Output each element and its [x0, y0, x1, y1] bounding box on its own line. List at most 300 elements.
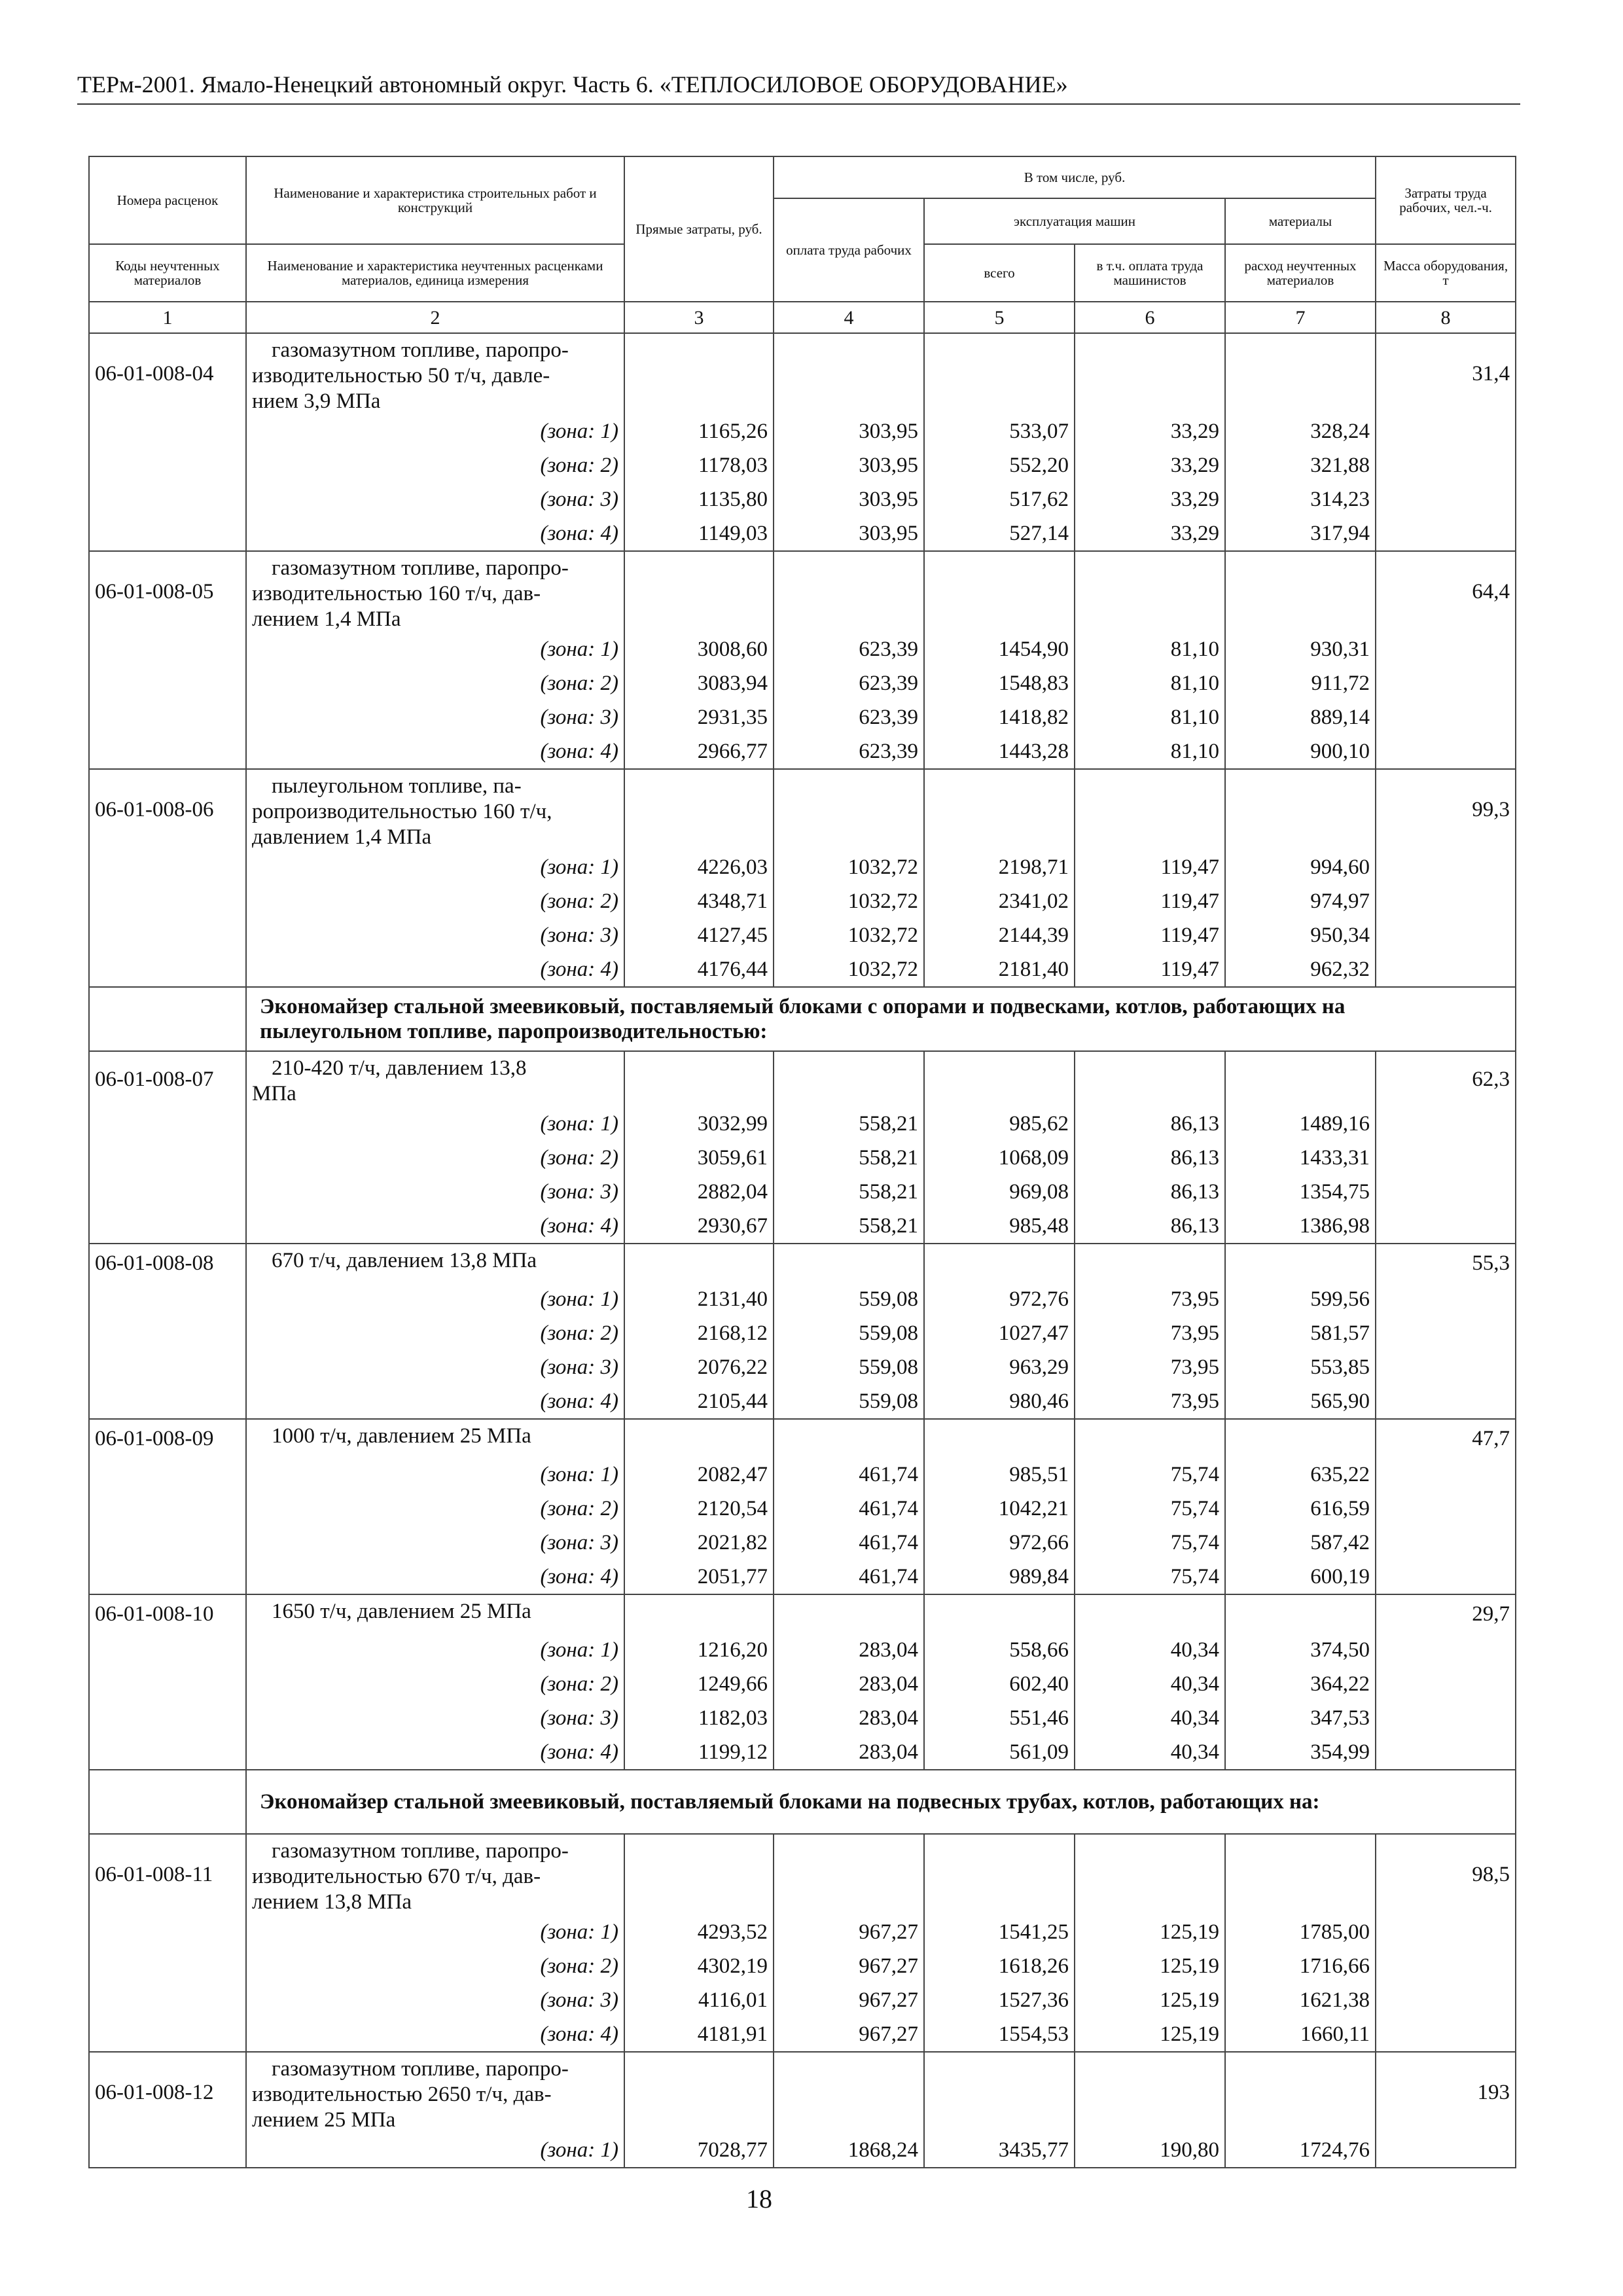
zone-label: (зона: 3) [246, 1350, 624, 1384]
rate-row [89, 1051, 1516, 1107]
zone-row [89, 1983, 1516, 2017]
empty-cell [1376, 516, 1516, 551]
empty-cell [89, 1316, 246, 1350]
empty-cell [89, 734, 246, 769]
cost-value: 558,21 [774, 1141, 924, 1175]
cost-value: 2144,39 [924, 918, 1075, 952]
rate-code: 06-01-008-12 [89, 2052, 246, 2133]
cost-value: 950,34 [1225, 918, 1376, 952]
zone-label: (зона: 2) [246, 1667, 624, 1701]
cost-value: 1249,66 [624, 1667, 774, 1701]
zone-row [89, 1915, 1516, 1949]
empty-cell [1376, 448, 1516, 482]
rates-table-body [89, 333, 1516, 2168]
empty-cell [1225, 551, 1376, 632]
cost-value: 1178,03 [624, 448, 774, 482]
cost-value: 33,29 [1075, 482, 1225, 516]
cost-value: 4116,01 [624, 1983, 774, 2017]
cost-value: 4181,91 [624, 2017, 774, 2052]
cost-value: 119,47 [1075, 850, 1225, 884]
col-number: 1 [89, 302, 246, 333]
zone-row [89, 1458, 1516, 1492]
cost-value: 119,47 [1075, 952, 1225, 987]
page-header: ТЕРм-2001. Ямало-Ненецкий автономный округ. Часть 6. «ТЕПЛОСИЛОВОЕ ОБОРУДОВАНИЕ» [77, 71, 1520, 105]
cost-value: 994,60 [1225, 850, 1376, 884]
cost-value: 1716,66 [1225, 1949, 1376, 1983]
cost-value: 283,04 [774, 1701, 924, 1735]
empty-cell [1075, 1051, 1225, 1107]
cost-value: 1182,03 [624, 1701, 774, 1735]
equipment-mass: 62,3 [1376, 1051, 1516, 1107]
zone-row [89, 1282, 1516, 1316]
empty-cell [774, 769, 924, 850]
zone-row [89, 918, 1516, 952]
cost-value: 1554,53 [924, 2017, 1075, 2052]
empty-cell [89, 1107, 246, 1141]
rate-row [89, 2052, 1516, 2133]
empty-cell [1376, 1526, 1516, 1560]
zone-label: (зона: 4) [246, 734, 624, 769]
cost-value: 3008,60 [624, 632, 774, 666]
rate-row [89, 1834, 1516, 1915]
cost-value: 125,19 [1075, 2017, 1225, 2052]
page-number: 18 [746, 2184, 772, 2214]
cost-value: 119,47 [1075, 884, 1225, 918]
col-number: 8 [1376, 302, 1516, 333]
col-header-name-top: Наименование и характеристика строительных работ и конструкций [246, 156, 624, 244]
cost-value: 73,95 [1075, 1316, 1225, 1350]
cost-value: 2082,47 [624, 1458, 774, 1492]
zone-row [89, 1175, 1516, 1209]
empty-cell [1376, 2133, 1516, 2168]
rate-name-line: изводительностью 50 т/ч, давле- [252, 364, 550, 387]
zone-row [89, 1492, 1516, 1526]
cost-value: 303,95 [774, 482, 924, 516]
col-header-incl: В том числе, руб. [774, 156, 1376, 198]
empty-cell [1075, 551, 1225, 632]
cost-value: 1216,20 [624, 1633, 774, 1667]
section-row [89, 1770, 1516, 1834]
zone-row [89, 1141, 1516, 1175]
cost-value: 1032,72 [774, 884, 924, 918]
zone-row [89, 2133, 1516, 2168]
empty-cell [1376, 1458, 1516, 1492]
rate-name [246, 2052, 624, 2133]
cost-value: 967,27 [774, 1915, 924, 1949]
col-header-mass: Масса оборудования, т [1376, 244, 1516, 302]
empty-cell [1075, 1834, 1225, 1915]
empty-cell [1075, 2052, 1225, 2133]
col-header-direct: Прямые затраты, руб. [624, 156, 774, 302]
cost-value: 4176,44 [624, 952, 774, 987]
zone-label: (зона: 3) [246, 1175, 624, 1209]
zone-label: (зона: 1) [246, 632, 624, 666]
cost-value: 1149,03 [624, 516, 774, 551]
rate-name [246, 1834, 624, 1915]
zone-row [89, 1350, 1516, 1384]
empty-cell [89, 952, 246, 987]
zone-row [89, 448, 1516, 482]
empty-cell [774, 1244, 924, 1282]
cost-value: 2131,40 [624, 1282, 774, 1316]
empty-cell [89, 884, 246, 918]
cost-value: 2931,35 [624, 700, 774, 734]
empty-cell [1376, 1560, 1516, 1594]
empty-cell [1376, 952, 1516, 987]
cost-value: 75,74 [1075, 1458, 1225, 1492]
cost-value: 533,07 [924, 414, 1075, 448]
cost-value: 73,95 [1075, 1384, 1225, 1419]
empty-cell [89, 448, 246, 482]
empty-cell [89, 1770, 246, 1834]
cost-value: 623,39 [774, 666, 924, 700]
zone-row [89, 1384, 1516, 1419]
cost-value: 967,27 [774, 1949, 924, 1983]
empty-cell [89, 1141, 246, 1175]
zone-row [89, 1526, 1516, 1560]
cost-value: 461,74 [774, 1560, 924, 1594]
empty-cell [774, 551, 924, 632]
cost-value: 461,74 [774, 1492, 924, 1526]
zone-row [89, 1316, 1516, 1350]
empty-cell [89, 666, 246, 700]
cost-value: 558,21 [774, 1175, 924, 1209]
rate-row [89, 769, 1516, 850]
rates-table-wrapper [88, 156, 1515, 2168]
cost-value: 40,34 [1075, 1701, 1225, 1735]
col-header-incl-drivers: в т.ч. оплата труда машинистов [1075, 244, 1225, 302]
cost-value: 33,29 [1075, 516, 1225, 551]
rate-name-line: 670 т/ч, давлением 13,8 МПа [272, 1249, 537, 1272]
cost-value: 1165,26 [624, 414, 774, 448]
cost-value: 4348,71 [624, 884, 774, 918]
cost-value: 7028,77 [624, 2133, 774, 2168]
cost-value: 2076,22 [624, 1350, 774, 1384]
empty-cell [1376, 1209, 1516, 1244]
empty-cell [1225, 2052, 1376, 2133]
cost-value: 552,20 [924, 448, 1075, 482]
col-number: 7 [1225, 302, 1376, 333]
rate-code: 06-01-008-11 [89, 1834, 246, 1915]
cost-value: 2198,71 [924, 850, 1075, 884]
cost-value: 1032,72 [774, 918, 924, 952]
cost-value: 73,95 [1075, 1350, 1225, 1384]
rate-code: 06-01-008-06 [89, 769, 246, 850]
empty-cell [924, 2052, 1075, 2133]
cost-value: 972,66 [924, 1526, 1075, 1560]
cost-value: 616,59 [1225, 1492, 1376, 1526]
zone-label: (зона: 3) [246, 1983, 624, 2017]
cost-value: 461,74 [774, 1526, 924, 1560]
empty-cell [89, 1633, 246, 1667]
col-header-labor-cost: Затраты труда рабочих, чел.-ч. [1376, 156, 1516, 244]
equipment-mass: 47,7 [1376, 1419, 1516, 1458]
cost-value: 1621,38 [1225, 1983, 1376, 2017]
zone-row [89, 850, 1516, 884]
cost-value: 1618,26 [924, 1949, 1075, 1983]
col-header-name-bot: Наименование и характеристика неучтенных расценками материалов, единица измерения [246, 244, 624, 302]
empty-cell [1225, 1594, 1376, 1633]
cost-value: 86,13 [1075, 1209, 1225, 1244]
empty-cell [1376, 666, 1516, 700]
cost-value: 972,76 [924, 1282, 1075, 1316]
cost-value: 125,19 [1075, 1983, 1225, 2017]
cost-value: 962,32 [1225, 952, 1376, 987]
rate-row [89, 333, 1516, 414]
empty-cell [89, 1701, 246, 1735]
cost-value: 1386,98 [1225, 1209, 1376, 1244]
zone-label: (зона: 4) [246, 952, 624, 987]
zone-row [89, 666, 1516, 700]
rate-name-line: газомазутном топливе, паропро- [272, 338, 569, 362]
empty-cell [1376, 1316, 1516, 1350]
zone-row [89, 1667, 1516, 1701]
cost-value: 623,39 [774, 632, 924, 666]
rate-row [89, 551, 1516, 632]
cost-value: 1418,82 [924, 700, 1075, 734]
col-header-total: всего [924, 244, 1075, 302]
zone-label: (зона: 1) [246, 1915, 624, 1949]
cost-value: 1042,21 [924, 1492, 1075, 1526]
rate-code: 06-01-008-05 [89, 551, 246, 632]
zone-label: (зона: 1) [246, 1282, 624, 1316]
rate-name-line: нием 3,9 МПа [252, 389, 381, 413]
empty-cell [1376, 1633, 1516, 1667]
empty-cell [1376, 850, 1516, 884]
empty-cell [774, 1594, 924, 1633]
empty-cell [1376, 1667, 1516, 1701]
zone-label: (зона: 1) [246, 414, 624, 448]
rate-name [246, 769, 624, 850]
cost-value: 600,19 [1225, 1560, 1376, 1594]
zone-row [89, 1701, 1516, 1735]
cost-value: 81,10 [1075, 700, 1225, 734]
cost-value: 900,10 [1225, 734, 1376, 769]
cost-value: 1032,72 [774, 952, 924, 987]
cost-value: 2051,77 [624, 1560, 774, 1594]
empty-cell [89, 1526, 246, 1560]
cost-value: 75,74 [1075, 1492, 1225, 1526]
empty-cell [624, 1419, 774, 1458]
zone-label: (зона: 4) [246, 1560, 624, 1594]
cost-value: 553,85 [1225, 1350, 1376, 1384]
cost-value: 2341,02 [924, 884, 1075, 918]
zone-row [89, 482, 1516, 516]
cost-value: 559,08 [774, 1282, 924, 1316]
empty-cell [89, 1175, 246, 1209]
zone-label: (зона: 1) [246, 850, 624, 884]
empty-cell [89, 1384, 246, 1419]
cost-value: 119,47 [1075, 918, 1225, 952]
rate-row [89, 1594, 1516, 1633]
zone-label: (зона: 2) [246, 884, 624, 918]
zone-label: (зона: 2) [246, 448, 624, 482]
rate-name-line: изводительностью 2650 т/ч, дав- [252, 2083, 552, 2106]
rate-name [246, 333, 624, 414]
empty-cell [624, 1244, 774, 1282]
cost-value: 3059,61 [624, 1141, 774, 1175]
rate-name-line: лением 13,8 МПа [252, 1890, 412, 1914]
cost-value: 889,14 [1225, 700, 1376, 734]
empty-cell [89, 1458, 246, 1492]
empty-cell [1376, 1384, 1516, 1419]
cost-value: 911,72 [1225, 666, 1376, 700]
cost-value: 565,90 [1225, 1384, 1376, 1419]
rate-name-line: газомазутном топливе, паропро- [272, 2057, 569, 2081]
zone-label: (зона: 2) [246, 666, 624, 700]
empty-cell [774, 1051, 924, 1107]
zone-row [89, 2017, 1516, 2052]
cost-value: 1354,75 [1225, 1175, 1376, 1209]
cost-value: 581,57 [1225, 1316, 1376, 1350]
cost-value: 125,19 [1075, 1915, 1225, 1949]
equipment-mass: 64,4 [1376, 551, 1516, 632]
empty-cell [89, 2017, 246, 2052]
empty-cell [89, 1667, 246, 1701]
rate-name-line: 1650 т/ч, давлением 25 МПа [272, 1600, 531, 1623]
empty-cell [624, 2052, 774, 2133]
rate-name-line: изводительностью 670 т/ч, дав- [252, 1865, 541, 1888]
empty-cell [1376, 1107, 1516, 1141]
cost-value: 4302,19 [624, 1949, 774, 1983]
cost-value: 980,46 [924, 1384, 1075, 1419]
empty-cell [774, 333, 924, 414]
cost-value: 587,42 [1225, 1526, 1376, 1560]
zone-row [89, 1209, 1516, 1244]
zone-label: (зона: 1) [246, 2133, 624, 2168]
cost-value: 1199,12 [624, 1735, 774, 1770]
rate-name-line: 210-420 т/ч, давлением 13,8 [272, 1056, 527, 1080]
cost-value: 283,04 [774, 1633, 924, 1667]
cost-value: 1541,25 [924, 1915, 1075, 1949]
rate-name [246, 551, 624, 632]
col-header-labor-pay: оплата труда рабочих [774, 198, 924, 302]
cost-value: 81,10 [1075, 666, 1225, 700]
cost-value: 321,88 [1225, 448, 1376, 482]
zone-row [89, 1735, 1516, 1770]
cost-value: 3032,99 [624, 1107, 774, 1141]
empty-cell [1376, 1915, 1516, 1949]
empty-cell [1376, 734, 1516, 769]
cost-value: 930,31 [1225, 632, 1376, 666]
empty-cell [1225, 1419, 1376, 1458]
cost-value: 558,21 [774, 1107, 924, 1141]
cost-value: 559,08 [774, 1316, 924, 1350]
cost-value: 517,62 [924, 482, 1075, 516]
rate-name-line: газомазутном топливе, паропро- [272, 556, 569, 580]
empty-cell [624, 1834, 774, 1915]
cost-value: 559,08 [774, 1384, 924, 1419]
empty-cell [89, 632, 246, 666]
cost-value: 3435,77 [924, 2133, 1075, 2168]
cost-value: 40,34 [1075, 1667, 1225, 1701]
cost-value: 527,14 [924, 516, 1075, 551]
zone-label: (зона: 3) [246, 700, 624, 734]
rate-name-line: изводительностью 160 т/ч, дав- [252, 582, 541, 605]
col-header-machines: эксплуатация машин [924, 198, 1225, 244]
cost-value: 283,04 [774, 1667, 924, 1701]
cost-value: 623,39 [774, 734, 924, 769]
rate-code: 06-01-008-10 [89, 1594, 246, 1633]
empty-cell [89, 1350, 246, 1384]
zone-row [89, 734, 1516, 769]
cost-value: 303,95 [774, 448, 924, 482]
col-header-code-top: Номера расценок [89, 156, 246, 244]
zone-label: (зона: 1) [246, 1107, 624, 1141]
cost-value: 190,80 [1075, 2133, 1225, 2168]
empty-cell [89, 482, 246, 516]
rate-name-line: ропроизводительностью 160 т/ч, [252, 800, 552, 823]
equipment-mass: 55,3 [1376, 1244, 1516, 1282]
empty-cell [1376, 1282, 1516, 1316]
zone-label: (зона: 4) [246, 1209, 624, 1244]
cost-value: 4293,52 [624, 1915, 774, 1949]
cost-value: 985,62 [924, 1107, 1075, 1141]
cost-value: 985,48 [924, 1209, 1075, 1244]
zone-label: (зона: 4) [246, 1735, 624, 1770]
cost-value: 1454,90 [924, 632, 1075, 666]
cost-value: 125,19 [1075, 1949, 1225, 1983]
cost-value: 303,95 [774, 516, 924, 551]
cost-value: 559,08 [774, 1350, 924, 1384]
section-row [89, 987, 1516, 1051]
zone-label: (зона: 3) [246, 482, 624, 516]
empty-cell [1225, 769, 1376, 850]
cost-value: 2181,40 [924, 952, 1075, 987]
cost-value: 86,13 [1075, 1141, 1225, 1175]
cost-value: 4127,45 [624, 918, 774, 952]
cost-value: 1527,36 [924, 1983, 1075, 2017]
zone-label: (зона: 1) [246, 1633, 624, 1667]
rate-name [246, 1594, 624, 1633]
rate-row [89, 1419, 1516, 1458]
zone-label: (зона: 1) [246, 1458, 624, 1492]
section-title: Экономайзер стальной змеевиковый, поставляемый блоками с опорами и подвесками, котлов, работающих на пылеугольном топливе, паропроизводительностью: [246, 987, 1516, 1051]
cost-value: 985,51 [924, 1458, 1075, 1492]
empty-cell [89, 1492, 246, 1526]
cost-value: 963,29 [924, 1350, 1075, 1384]
cost-value: 974,97 [1225, 884, 1376, 918]
cost-value: 1027,47 [924, 1316, 1075, 1350]
empty-cell [89, 1560, 246, 1594]
cost-value: 81,10 [1075, 632, 1225, 666]
empty-cell [924, 1419, 1075, 1458]
cost-value: 2966,77 [624, 734, 774, 769]
empty-cell [1376, 884, 1516, 918]
empty-cell [924, 551, 1075, 632]
col-number: 3 [624, 302, 774, 333]
empty-cell [924, 1051, 1075, 1107]
empty-cell [1376, 1350, 1516, 1384]
rate-name-line: лением 25 МПа [252, 2108, 396, 2132]
cost-value: 283,04 [774, 1735, 924, 1770]
zone-label: (зона: 4) [246, 516, 624, 551]
cost-value: 561,09 [924, 1735, 1075, 1770]
empty-cell [1075, 333, 1225, 414]
equipment-mass: 99,3 [1376, 769, 1516, 850]
cost-value: 317,94 [1225, 516, 1376, 551]
col-header-materials: материалы [1225, 198, 1376, 244]
empty-cell [89, 987, 246, 1051]
empty-cell [1376, 700, 1516, 734]
rates-table [88, 156, 1516, 2168]
cost-value: 1135,80 [624, 482, 774, 516]
empty-cell [1376, 632, 1516, 666]
empty-cell [924, 333, 1075, 414]
empty-cell [1225, 1834, 1376, 1915]
empty-cell [89, 414, 246, 448]
rate-name-line: лением 1,4 МПа [252, 607, 401, 631]
